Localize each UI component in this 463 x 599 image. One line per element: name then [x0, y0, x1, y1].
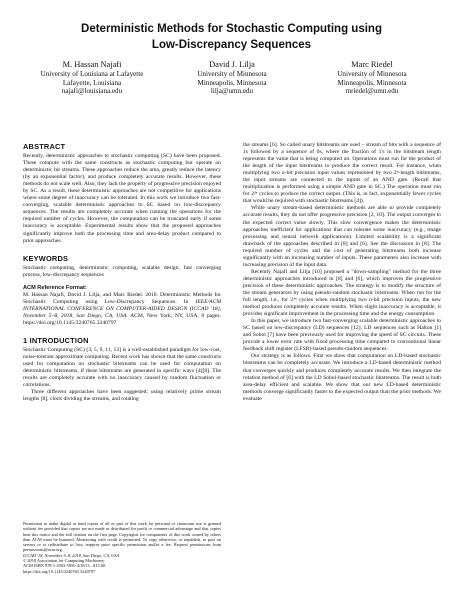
- paper-title-line-2: Low-Discrepancy Sequences: [151, 39, 312, 51]
- author-3: [302, 60, 442, 96]
- body-paragraph-3: Recently Najafi and Lilja [10] proposed a "down-sampling" method for the three deterministic approaches introduced in [8] and [6], which improves the progressive precision of these deterministic approaches. The strategy is to modify the structure of the stream generators by using pseudo-random stochastic bitstreams. When run for the full length, i.e., for 2²ⁿ cycles when multiplying two n-bit precision inputs, the new method produces completely accurate results. When slight inaccuracy is acceptable, it provides significant improvement in the processing time and the energy consumption.: [243, 268, 441, 318]
- author-email: najafi@louisiana.edu: [61, 87, 123, 96]
- paper-title: [20, 21, 443, 53]
- permission-notice: Permission to make digital or hard copies of all or part of this work for personal or classroom use is granted without fee provided that copies are not made or distributed for profit or commercial advantage and that copies bear this notice and the full citation on the first page. Copyrights for components of this work owned by others than ACM must be honored. Abstracting with credit is permitted. To copy otherwise, or republish, to post on servers or to redistribute to lists, requires prior specific permission and/or a fee. Request permissions from permissions@acm.org.: [23, 521, 221, 553]
- introduction-heading: 1 INTRODUCTION: [23, 335, 89, 345]
- acm-reference-heading: ACM Reference Format:: [23, 284, 87, 291]
- author-location: Lafayette, Louisiana: [62, 78, 122, 87]
- acm-reference-venue: IEEE/ACM INTERNATIONAL CONFERENCE ON COMPUTER-AIDED DESIGN (ICCAD '18), November 5–8, 2018, San Diego, CA, USA.: [23, 298, 221, 319]
- copyright-footnote: [23, 521, 221, 574]
- acm-reference-authors: M. Hassan Najafi, David J. Lilja, and Marc Riedel. 2018. Deterministic Methods for Stochastic Computing using Low-Discrepancy Sequences. In: [23, 291, 221, 305]
- author-2: [162, 60, 302, 96]
- abstract-text: Recently, deterministic approaches to stochastic computing (SC) have been proposed. These compute with the same constructs as stochastic computing but operate on deterministic bit streams. These approaches reduce the area, greatly reduce the latency (by an exponential factor), and produce completely accurate results. However, these methods do not scale well. Also, they lack the property of progressive precision enjoyed by SC. As a result, these deterministic approaches are not competitive for applications where some degree of inaccuracy can be tolerated. In this work we introduce two fast-converging, scalable deterministic approaches to SC based on low-discrepancy sequences. The results are completely accurate when running the operations for the required number of cycles. However, the computation can be truncated early if some inaccuracy is acceptable. Experimental results show that the proposed approaches significantly improve both the processing time and area-delay product compared to prior approaches.: [23, 153, 221, 244]
- keywords-heading: KEYWORDS: [23, 253, 69, 263]
- left-column: [23, 142, 221, 403]
- author-name: David J. Lilja: [209, 60, 255, 69]
- introduction-paragraph-2: Three different approaches have been suggested: using relatively prime stream lengths [8], clock dividing the streams, and rotating: [23, 389, 221, 403]
- acm-reference-text: [23, 292, 221, 327]
- body-paragraph-4: In this paper, we introduce two fast-converging scalable deterministic approaches to SC based on low-discrepancy (LD) sequences [12]. LD sequences such as Halton [1] and Sobol [7] have been previously used for improving the speed of SC circuits. These provide a lower error rate with fixed processing time compared to conventional linear feedback shift register (LFSR)-based pseudo-random sequences.: [243, 318, 441, 353]
- author-affiliation: University of Minnesota: [197, 70, 267, 78]
- author-affiliation: University of Minnesota: [337, 70, 407, 78]
- author-affiliation: University of Louisiana at Lafayette: [40, 70, 144, 78]
- body-paragraph-5: Our strategy is as follows. First we show that computation on LD-based stochastic bitstreams can be completely accurate. We introduce a LD-based deterministic method that converges quickly and produces completely accurate results. We then integrate the rotation method of [6] with the LD Sobol-based stochastic bitstreams. The result is both area-delay efficient and scalable. We show that our new LD-based deterministic methods converge significantly faster to the expected output than the prior methods. We evaluate: [243, 353, 441, 402]
- acm-reference-publisher: ACM, New York, NY, USA, 8 pages. https://doi.org/10.1145/3240765.3240797: [23, 312, 222, 326]
- footnote-copyright: © 2018 Association for Computing Machinery.: [23, 558, 105, 564]
- footnote-venue: ICCAD '18, November 5–8, 2018, San Diego, CA, USA: [23, 552, 120, 558]
- author-location: Minneapolis, Minnesota: [197, 78, 267, 87]
- author-email: mriedel@umn.edu: [345, 87, 399, 96]
- body-paragraph-1: the streams [6]. So called unary bitstreams are used – stream of bits with a sequence of 1s followed by a sequence of 0s, where the fraction of 1's in the bitstream length represents the value that is being computed on. Operations must run for the product of the length of the input bitstreams to produce the correct result. For instance, when multiplying two n-bit precision input values represented by two 2ⁿ-length bitstreams, the input streams are connected to the inputs of an AND gate. (Recall that multiplication is performed using a simple AND gate in SC.) The operation must run for 2²ⁿ cycles to produce the correct output. (This is, in fact, exponentially fewer cycles that would be required with stochastic bitstreams [4]).: [243, 142, 441, 205]
- paper-title-line-1: Deterministic Methods for Stochastic Computing using: [81, 23, 382, 35]
- body-paragraph-2: While unary stream-based deterministic methods are able to provide completely accurate results, they do not offer progressive precision [2, 10]. The output converges to the expected correct value slowly. This slow convergence makes the deterministic approaches inefficient for applications that can tolerate some inaccuracy (e.g., image processing and neural network applications). Limited scalability is a significant drawback of the approaches described in [8] and [6]. See the discussion in [8]. The required number of cycles and the cost of generating bitstreams both increase significantly with an increasing number of inputs. These parameters also increase with increasing precision of the input data.: [243, 205, 441, 268]
- author-name: Marc Riedel: [351, 60, 393, 69]
- footnote-isbn: ACM ISBN 978-1-4503-5950-4/18/11...$15.00: [23, 563, 106, 569]
- author-name: M. Hassan Najafi: [62, 60, 122, 69]
- author-block: [22, 60, 442, 96]
- keywords-text: Stochastic computing, deterministic computing, scalable design, fast converging process, low-discrepancy sequences: [23, 264, 221, 278]
- right-column: [243, 142, 441, 403]
- author-location: Minneapolis, Minnesota: [337, 78, 407, 87]
- abstract-heading: ABSTRACT: [23, 142, 66, 151]
- footnote-doi: https://doi.org/10.1145/3240765.3240797: [23, 568, 96, 574]
- introduction-paragraph-1: Stochastic Computing (SC) [3, 5, 9, 11, 13] is a well-established paradigm for low-cost, noise-tolerant approximate computing. Recent work has shown that the same constructs used for computation on stochastic bitstreams can be used for computation on deterministic bitstreams, if these bitstreams are generated in specific ways [4][8]. The results are completely accurate with no inaccuracy caused by random fluctuation or correlations.: [23, 346, 221, 389]
- author-email: lilja@umn.edu: [210, 87, 254, 96]
- author-1: [22, 60, 162, 96]
